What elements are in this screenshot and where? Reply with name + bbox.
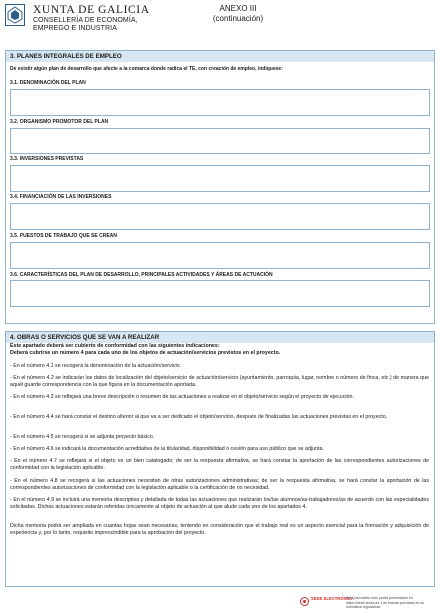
field-label-promoter: 3.2. ORGANISMO PROMOTOR DEL PLAN [10,119,109,125]
investments-field[interactable] [10,165,430,192]
field-label-investments: 3.3. INVERSIONES PREVISTAS [10,156,84,162]
section-4-title: 4. OBRAS O SERVICIOS QUE SE VAN A REALIZAR [6,332,434,343]
field-label-characteristics: 3.6. CARACTERÍSTICAS DEL PLAN DE DESARROLLO, PRINCIPALES ACTIVIDADES Y ÁREAS DE ACTUACIÓN [10,272,273,278]
page-footer [300,596,435,610]
org-name: XUNTA DE GALICIA [33,4,150,16]
footer-seal-label: SEDE ELECTRÓNICA [311,596,354,601]
page-header [5,4,435,40]
plan-name-field[interactable] [10,89,430,116]
section-3-intro: De existir algún plan de desarrollo que afecte a la comarca donde radica el TE, con creación de empleo, indíquese: [10,66,283,72]
section-3-panel [5,50,435,324]
annex-heading [195,4,281,23]
instruction-item: - En el número 4.3 se reflejará una breve descripción o resumen de las actuaciones a realizar en el objeto/servicio según el proyecto de ejecución. [10,394,354,400]
section-4-intro-1: Este apartado deberá ser cubierto de conformidad con las siguientes indicaciones: [10,343,220,349]
annex-title: ANEXO III [219,4,257,13]
instruction-item: - En el número 4.4 se hará constar el destino ulterior al que va a ser dedicado el objeto/servicio, después de finalizadas las actuaciones previstas en el proyecto. [10,414,388,420]
footer-note: Este formulario sólo podrá presentarse en https://sede.xunta.es. Las formas previstas en su normativa reguladora [346,596,425,610]
instruction-item: - En el número 4.6 se indicará la documentación acreditativa de la titularidad, disponibilidad o cesión para uso público que se adjunta. [10,446,324,452]
section-3-title: 3. PLANES INTEGRALES DE EMPLEO [6,51,434,62]
field-label-plan-name: 3.1. DENOMINACIÓN DEL PLAN [10,80,86,86]
field-label-financing: 3.4. FINANCIACIÓN DE LAS INVERSIONES [10,194,112,200]
promoter-field[interactable] [10,128,430,154]
sede-electronica-seal-icon [300,597,309,606]
closing-paragraph: Dicha memoria podrá ser ampliada en cuantas hojas sean necesarias, teniendo en consideración que el trabajo real es un aspecto esencial para la formación y adquisición de experiencia y, por lo tanto, requisito imprescindible para la aprobación del proyecto. [10,523,429,536]
org-block [33,4,150,33]
financing-field[interactable] [10,203,430,230]
instruction-item: - En el número 4.7 se reflejará si el objeto es un bien catalogado; de ser la respuesta afirmativa, se hará constar la aportación de las correspondientes autorizaciones de conformidad con la legislación aplicable. [10,458,429,471]
department-line-2: EMPREGO E INDUSTRIA [33,25,117,32]
characteristics-field[interactable] [10,280,430,307]
section-4-panel [5,331,435,587]
instruction-item: - En el número 4.5 se recogerá si se adjunta proyecto básico. [10,434,155,440]
instruction-item: - En el número 4.9 se incluirá una memoria descriptiva y detallada de todas las actuaciones que realizarán los/las alumnos/as-trabajadores/as de acuerdo con las especialidades solicitadas. Dichas actuaciones estarán referidas únicamente al objeto de actuación al que alude cada uno de los apartados 4. [10,497,429,510]
xunta-logo-icon [5,4,25,26]
department-line-1: CONSELLERÍA DE ECONOMÍA, [33,17,138,24]
field-label-jobs: 3.5. PUESTOS DE TRABAJO QUE SE CREAN [10,233,117,239]
section-4-intro-2: Deberá cubrirse un número 4 para cada uno de los objetos de actuación/servicios previstos en el proyecto. [10,350,281,356]
instruction-item: - En el número 4.8 se recogerá si las actuaciones necesitan de otras autorizaciones administrativas; de ser la respuesta afirmativa, se hará constar la aportación de las correspondientes autorizaciones de conformidad con la legislación aplicable o la certificación de no necesidad. [10,478,429,491]
instruction-item: - En el número 4.2 se indicarán los datos de localización del objeto/servicio de actuación/servicio (ayuntamiento, parroquia, lugar, nombre o número de finca, etc.) de manera que aquél guarde correspondencia con la que figura en la documentación aportada. [10,375,429,388]
annex-subtitle: (continuación) [212,13,264,23]
jobs-field[interactable] [10,242,430,269]
instruction-item: - En el número 4.1 se recogerá la denominación de la actuación/servicio. [10,363,182,369]
